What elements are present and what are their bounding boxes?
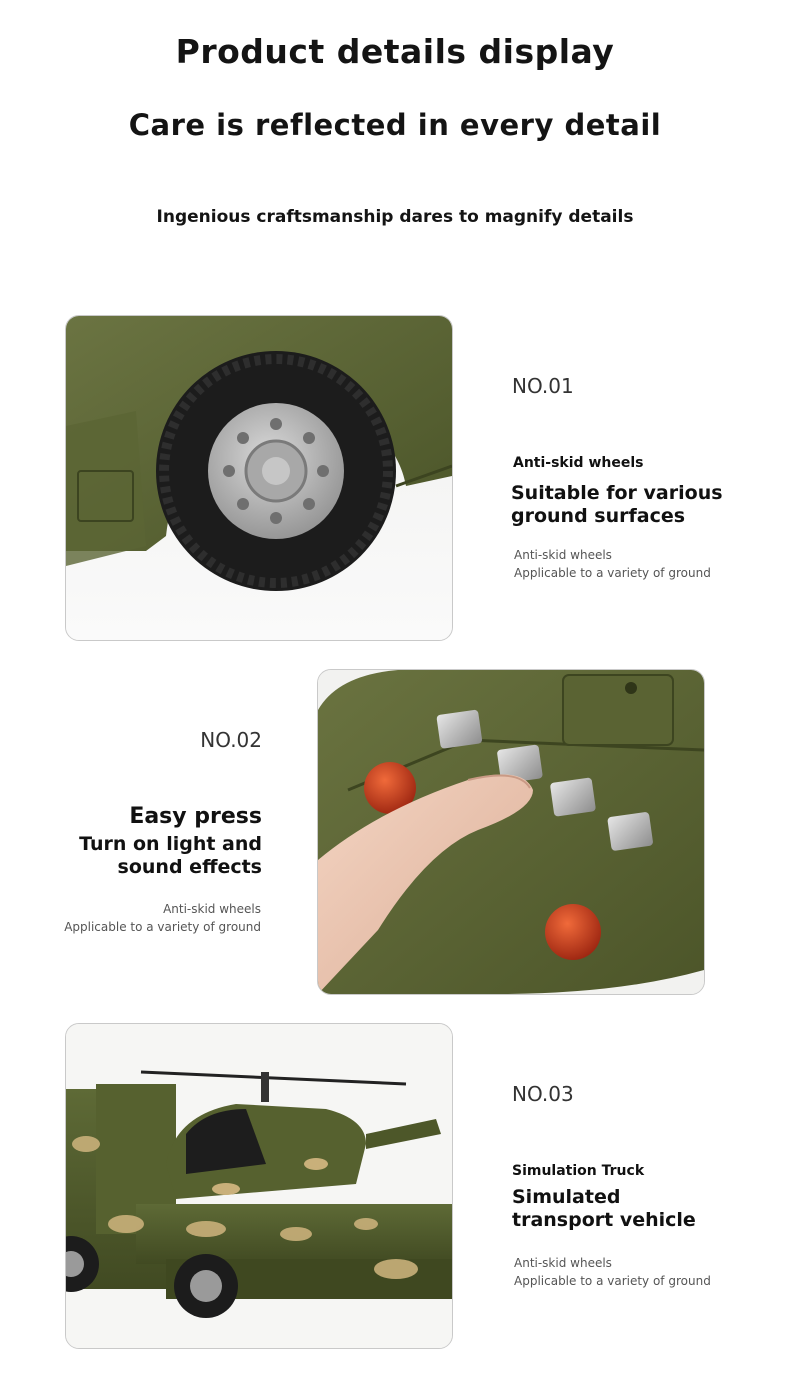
feature-heading [511, 482, 741, 528]
feature-heading-line: Suitable for various [511, 482, 723, 504]
feature-label: Anti-skid wheels [513, 455, 644, 471]
button-photo [317, 669, 705, 995]
section-number: NO.01 [512, 374, 574, 398]
feature-description [514, 1254, 754, 1290]
feature-heading [512, 1186, 742, 1232]
feature-description [514, 546, 754, 582]
feature-description-line: Applicable to a variety of ground [514, 566, 711, 580]
feature-description-line: Applicable to a variety of ground [64, 920, 261, 934]
feature-label: Simulation Truck [512, 1163, 645, 1179]
feature-heading-line: transport vehicle [512, 1209, 696, 1231]
button-press-image [318, 670, 704, 994]
truck-helicopter-image [66, 1024, 452, 1348]
feature-description-line: Anti-skid wheels [514, 548, 612, 562]
feature-heading-line: sound effects [117, 856, 262, 878]
feature-description [40, 900, 261, 936]
wheel-closeup-image [66, 316, 452, 640]
feature-heading [62, 833, 262, 879]
feature-description-line: Applicable to a variety of ground [514, 1274, 711, 1288]
feature-heading-line: Simulated [512, 1186, 621, 1208]
section-number: NO.03 [512, 1082, 574, 1106]
page-title: Product details display [175, 32, 615, 71]
truck-photo [65, 1023, 453, 1349]
section-number: NO.02 [200, 728, 262, 752]
feature-description-line: Anti-skid wheels [514, 1256, 612, 1270]
feature-description-line: Anti-skid wheels [163, 902, 261, 916]
feature-heading-line: Turn on light and [79, 833, 262, 855]
feature-label: Easy press [129, 804, 262, 829]
wheel-photo [65, 315, 453, 641]
feature-heading-line: ground surfaces [511, 505, 686, 527]
page-subtitle: Care is reflected in every detail [128, 108, 662, 142]
page-tagline: Ingenious craftsmanship dares to magnify details [156, 207, 634, 227]
